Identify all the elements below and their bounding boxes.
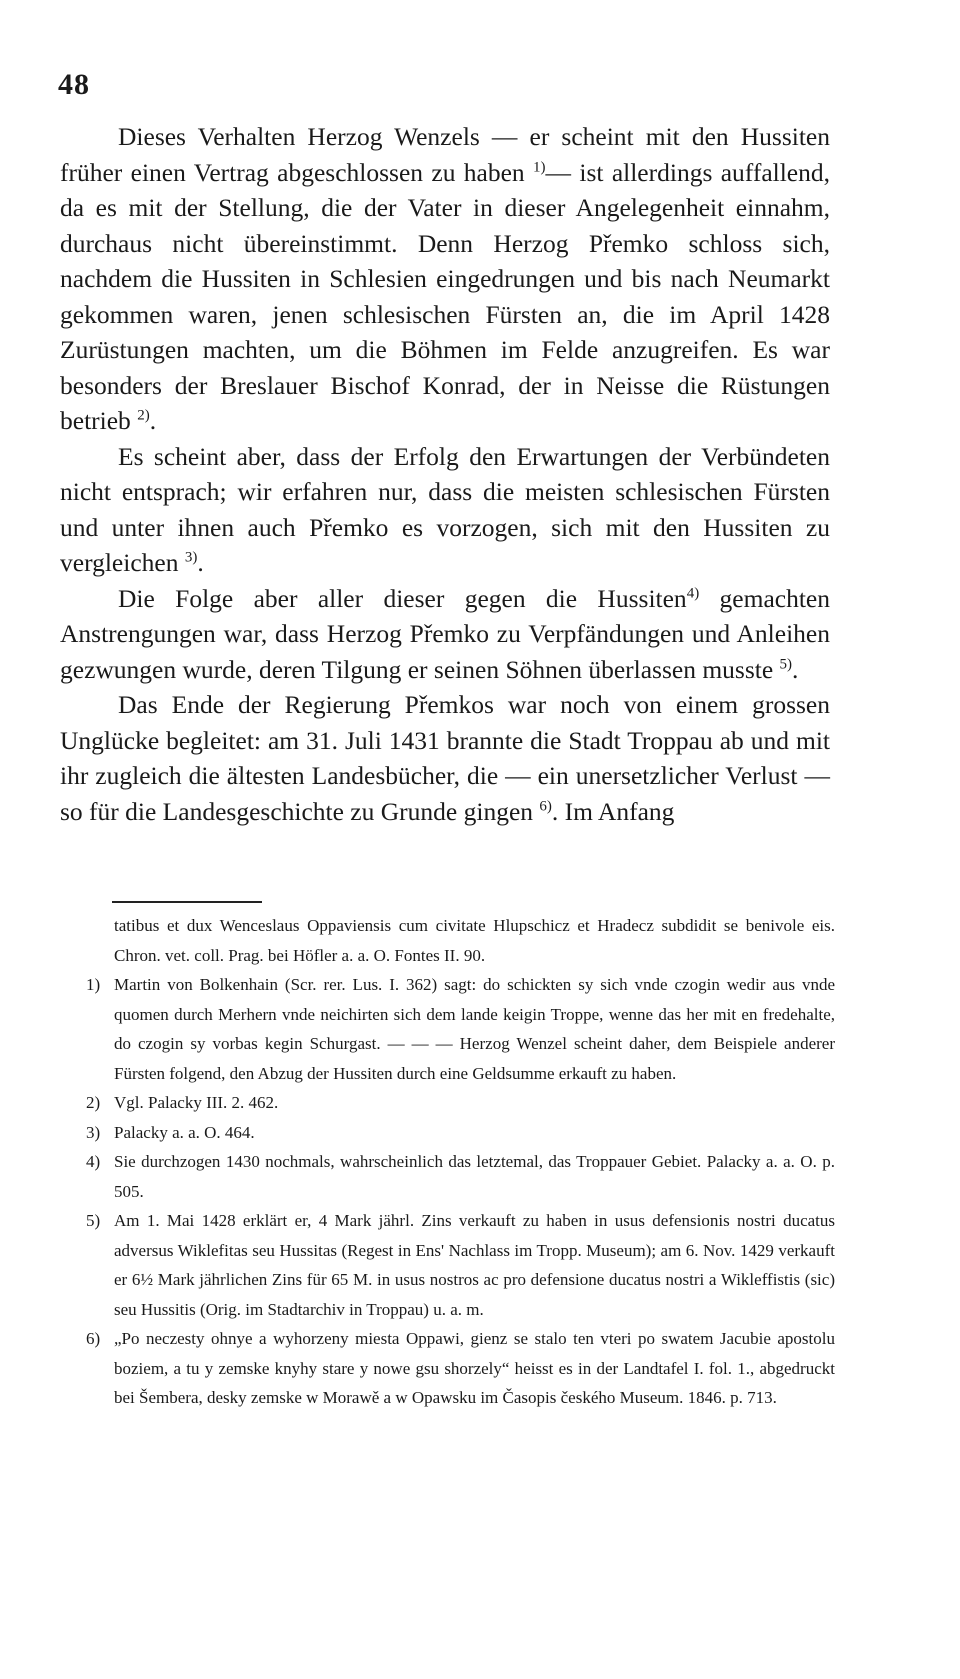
footnote-divider — [112, 901, 262, 903]
paragraph — [60, 687, 830, 829]
footnote-text: Martin von Bolkenhain (Scr. rer. Lus. I. 362) sagt: do schickten sy sich vnde czogin wedir aus vnde quomen durch Merhern vnde neichirten sich dem lande keigin Troppe, wenne das her mit en fredehalte, do czogin sy vorbas kegin Schurgast. — — — Herzog Wenzel scheint daher, dem Beispiele anderer Fürsten folgend, den Abzug der Hussiten durch eine Geldsumme erkauft zu haben. — [114, 975, 835, 1083]
footnote — [78, 1324, 835, 1413]
footnote-reference: 3) — [184, 549, 198, 566]
paragraph-text: Die Folge aber aller dieser gegen die Hussiten — [118, 583, 687, 613]
footnote — [78, 1147, 835, 1206]
footnote-mark: 5) — [86, 1211, 101, 1230]
paragraph-text: gemachten Anstrengungen war, dass Herzog Přemko zu Verpfändungen und Anleihen gezwungen wurde, deren Tilgung er seinen Söhnen überlassen musste — [60, 583, 830, 684]
footnote-reference: 5) — [779, 656, 793, 672]
footnote — [78, 1088, 835, 1118]
page-number: 48 — [58, 68, 90, 101]
paragraph — [60, 119, 830, 439]
footnotes — [78, 911, 835, 1413]
paragraph-text: . — [197, 548, 204, 577]
footnote-reference: 6) — [539, 798, 552, 814]
paragraph-text: . Im Anfang — [551, 796, 675, 826]
footnote-text: Vgl. Palacky III. 2. 462. — [114, 1093, 279, 1112]
footnote-text: tatibus et dux Wenceslaus Oppaviensis cum civitate Hlupschicz et Hradecz subdidit se benivole eis. Chron. vet. coll. Prag. bei Höfler a. a. O. Fontes II. 90. — [114, 916, 835, 965]
paragraph-text: Das Ende der Regierung Přemkos war noch von einem grossen Unglücke begleitet: am 31. Juli 1431 brannte die Stadt Troppau ab und mit ihr zugleich die ältesten Landesbücher, die — ein unersetzlicher Verlust — so für die Landesgeschichte zu Grunde gingen — [60, 690, 830, 826]
footnote-reference: 2) — [137, 407, 150, 424]
footnote-text: Am 1. Mai 1428 erklärt er, 4 Mark jährl. Zins verkauft zu haben in usus defensionis nostri ducatus adversus Wiklefitas seu Hussitas (Regest in Ens' Nachlass im Tropp. Museum); am 6. Nov. 1429 verkauft er 6½ Mark jährlichen Zins für 65 M. in usus nostros ac pro defensione ducatus nostri a Wikleffistis (sic) seu Hussitis (Orig. im Stadtarchiv in Troppau) u. a. m. — [114, 1211, 835, 1319]
paragraph-text: . — [149, 406, 157, 435]
footnote-mark: 6) — [86, 1329, 101, 1348]
footnote — [78, 1118, 835, 1148]
paragraph-text: — ist allerdings auffallend, da es mit der Stellung, die der Vater in dieser Angelegenheit einnahm, durchaus nicht übereinstimmt. Denn Herzog Přemko schloss sich, nachdem die Hussiten in Schlesien eingedrungen und bis nach Neumarkt gekommen waren, jenen schlesischen Fürsten an, die im April 1428 Zurüstungen machten, um die Böhmen im Felde anzugreifen. Es war besonders der Breslauer Bischof Konrad, der in Neisse die Rüstungen betrieb — [60, 157, 830, 435]
footnote-mark: 2) — [86, 1093, 101, 1112]
paragraph — [60, 439, 830, 581]
footnote — [78, 970, 835, 1088]
footnote-text: Sie durchzogen 1430 nochmals, wahrscheinlich das letztemal, das Troppauer Gebiet. Palacky a. a. O. p. 505. — [114, 1152, 835, 1201]
paragraph — [60, 581, 830, 688]
paragraph-text: Dieses Verhalten Herzog Wenzels — er scheint mit den Hussiten früher einen Vertrag abgeschlossen zu haben — [60, 122, 830, 187]
footnote-text: Palacky a. a. O. 464. — [114, 1122, 255, 1142]
footnote-reference: 1) — [533, 159, 546, 175]
footnote-mark: 4) — [86, 1152, 101, 1171]
footnote-mark: 1) — [86, 975, 101, 994]
footnote-text: „Po neczesty ohnye a wyhorzeny miesta Oppawi, gienz se stalo ten vteri po swatem Jacubie apostolu boziem, a tu y zemske knyhy stare y nowe gsu shorzely“ heisst es in der Landtafel I. fol. 1., abgedruckt bei Šembera, desky zemske w Morawě a w Opawsku im Časopis českého Museum. 1846. p. 713. — [114, 1329, 835, 1407]
paragraph-text: Es scheint aber, dass der Erfolg den Erwartungen der Verbündeten nicht entsprach; wir erfahren nur, dass die meisten schlesischen Fürsten und unter ihnen auch Přemko es vorzogen, sich mit den Hussiten zu vergleichen — [60, 441, 830, 577]
footnote-reference: 4) — [686, 585, 700, 601]
footnote-continuation — [78, 911, 835, 970]
paragraph-text: . — [792, 654, 799, 684]
footnote-mark: 3) — [86, 1122, 101, 1142]
footnote — [78, 1206, 835, 1324]
body-text — [60, 119, 830, 829]
